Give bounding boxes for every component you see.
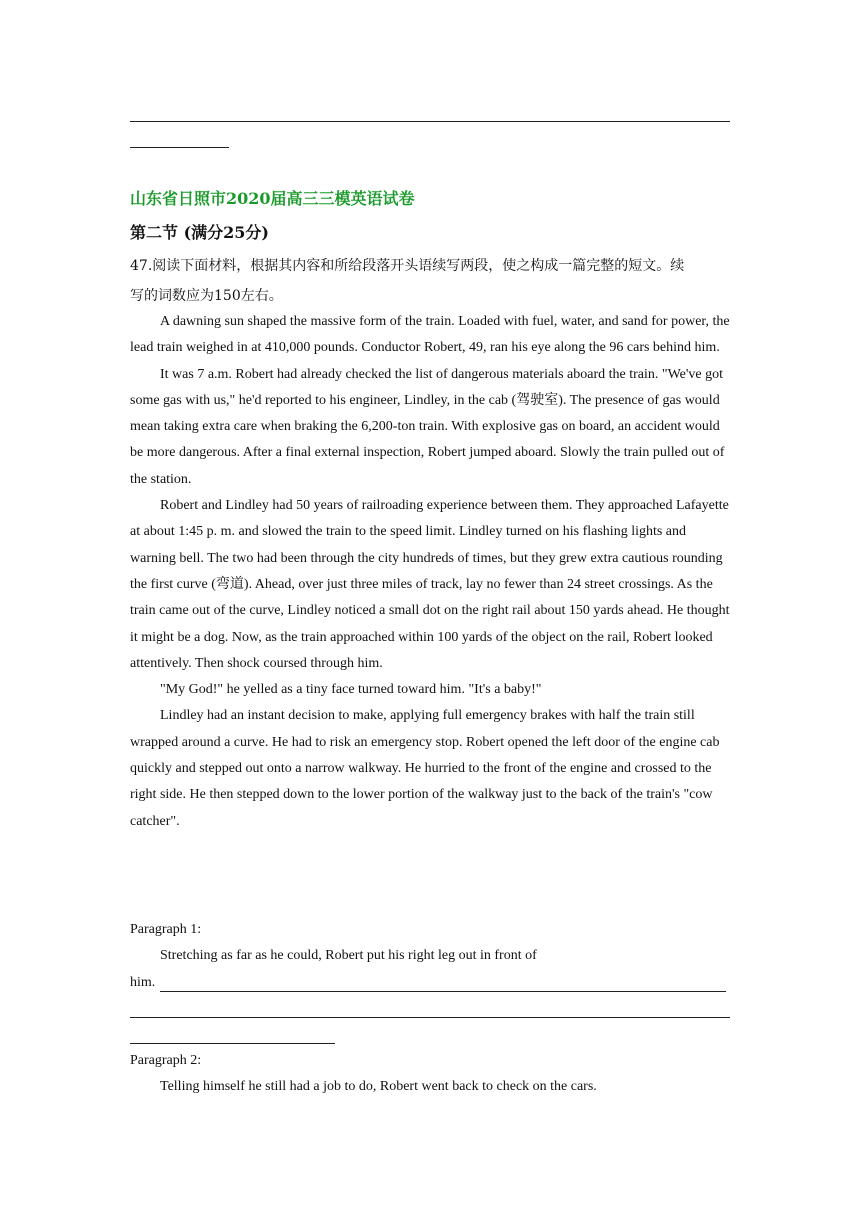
page-title: 山东省日照市2020届高三三模英语试卷 [130, 189, 415, 208]
passage-paragraph: Robert and Lindley had 50 years of railroading experience between them. They approached Lafayette at about 1:45 p. m. and slowed the train to the speed limit. Lindley turned on his flashing lights and warning bell. The two had been through the city hundreds of times, but they grew extra cautious rounding the first curve (弯道). Ahead, over just three miles of track, lay no fewer than 24 street crossings. As the train came out of the curve, Lindley noticed a small dot on the right rail about 150 yards ahead. He thought it might be a dog. Now, as the train approached within 100 yards of the object on the rail, Robert looked attentively. Then shock coursed through him. [130, 498, 730, 671]
paragraph-1-opening: Stretching as far as he could, Robert put his right leg out in front of [160, 948, 537, 963]
instruction-line-2: 写的词数应为150左右。 [130, 288, 283, 304]
top-rule [130, 121, 730, 122]
paragraph-2-label: Paragraph 2: [130, 1053, 202, 1068]
passage-paragraph: "My God!" he yelled as a tiny face turned toward him. "It's a baby!" [160, 682, 542, 698]
top-rule-short [130, 147, 229, 148]
passage-paragraph: A dawning sun shaped the massive form of the train. Loaded with fuel, water, and sand for power, the lead train weighed in at 410,000 pounds. Conductor Robert, 49, ran his eye along the 96 cars behind him. [130, 314, 730, 356]
paragraph-1-label: Paragraph 1: [130, 922, 202, 937]
section-heading: 第二节 (满分25分) [130, 223, 269, 242]
passage [130, 309, 730, 835]
paragraph-2-opening: Telling himself he still had a job to do, Robert went back to check on the cars. [160, 1079, 597, 1094]
paragraph-1-him: him. [130, 975, 156, 990]
passage-paragraph: Lindley had an instant decision to make, applying full emergency brakes with half the train still wrapped around a curve. He had to risk an emergency stop. Robert opened the left door of the engine cab quickly and stepped out onto a narrow walkway. He hurried to the front of the engine and crossed to the right side. He then stepped down to the lower portion of the walkway just to the back of the train's "cow catcher". [130, 708, 720, 829]
answer-line[interactable] [160, 991, 726, 992]
instruction-line-1: 47.阅读下面材料，根据其内容和所给段落开头语续写两段，使之构成一篇完整的短文。续 [130, 258, 685, 274]
answer-line[interactable] [130, 1017, 730, 1018]
passage-paragraph: It was 7 a.m. Robert had already checked the list of dangerous materials aboard the train. "We've got some gas with us," he'd reported to his engineer, Lindley, in the cab (驾驶室). The presence of gas would mean taking extra care when braking the 6,200-ton train. With explosive gas on board, an accident would be more dangerous. After a final external inspection, Robert jumped aboard. Slowly the train pulled out of the station. [130, 366, 725, 487]
answer-line[interactable] [130, 1043, 335, 1044]
